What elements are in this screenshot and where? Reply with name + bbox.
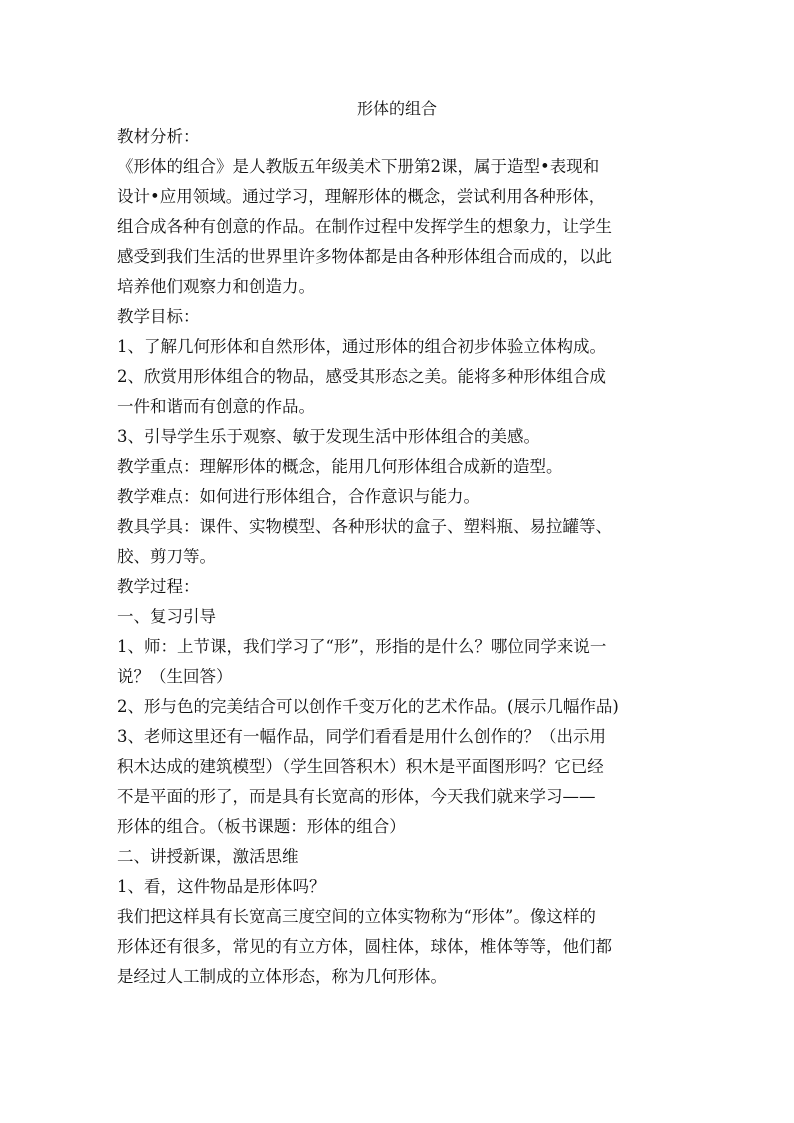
text-line: 2、欣赏用形体组合的物品，感受其形态之美。能将多种形体组合成 <box>117 367 606 386</box>
text-line: 我们把这样具有长宽高三度空间的立体实物称为“形体”。像这样的 <box>117 907 596 926</box>
text-line: 形体还有很多，常见的有立方体，圆柱体，球体，椎体等等，他们都 <box>117 937 612 956</box>
text-line: 组合成各种有创意的作品。在制作过程中发挥学生的想象力，让学生 <box>117 217 612 236</box>
text-line: 胶、剪刀等。 <box>117 547 216 566</box>
text-line: 说？（生回答） <box>117 667 233 686</box>
text-line: 形体的组合。（板书课题：形体的组合） <box>117 817 406 836</box>
text-line: 教学目标： <box>117 307 200 326</box>
text-line: 培养他们观察力和创造力。 <box>117 277 315 296</box>
text-line: 教学过程： <box>117 577 200 596</box>
text-line: 教学重点：理解形体的概念，能用几何形体组合成新的造型。 <box>117 457 563 476</box>
text-line: 教学难点：如何进行形体组合，合作意识与能力。 <box>117 487 480 506</box>
text-line: 一、复习引导 <box>117 607 216 626</box>
document-title: 形体的组合 <box>356 99 437 118</box>
text-line: 1、师：上节课，我们学习了“形”，形指的是什么？哪位同学来说一 <box>117 637 607 656</box>
text-line: 二、讲授新课，激活思维 <box>117 847 299 866</box>
text-line: 教材分析： <box>117 127 200 146</box>
text-line: 《形体的组合》是人教版五年级美术下册第2课，属于造型•表现和 <box>117 157 600 176</box>
text-line: 3、老师这里还有一幅作品，同学们看看是用什么创作的？（出示用 <box>117 727 606 746</box>
text-line: 教具学具：课件、实物模型、各种形状的盒子、塑料瓶、易拉罐等、 <box>117 517 612 536</box>
text-line: 1、看，这件物品是形体吗？ <box>117 877 326 896</box>
text-line: 不是平面的形了，而是具有长宽高的形体，今天我们就来学习—— <box>117 787 596 806</box>
document-page <box>117 96 677 994</box>
text-line: 一件和谐而有创意的作品。 <box>117 397 315 416</box>
text-line: 3、引导学生乐于观察、敏于发现生活中形体组合的美感。 <box>117 427 540 446</box>
text-line: 是经过人工制成的立体形态，称为几何形体。 <box>117 967 447 986</box>
text-line: 2、形与色的完美结合可以创作千变万化的艺术作品。(展示几幅作品) <box>117 697 619 716</box>
text-line: 积木达成的建筑模型）（学生回答积木）积木是平面图形吗？它已经 <box>117 757 604 776</box>
text-line: 感受到我们生活的世界里许多物体都是由各种形体组合而成的，以此 <box>117 247 612 266</box>
text-line: 1、了解几何形体和自然形体，通过形体的组合初步体验立体构成。 <box>117 337 606 356</box>
text-line: 设计•应用领域。通过学习，理解形体的概念，尝试利用各种形体， <box>117 187 606 206</box>
